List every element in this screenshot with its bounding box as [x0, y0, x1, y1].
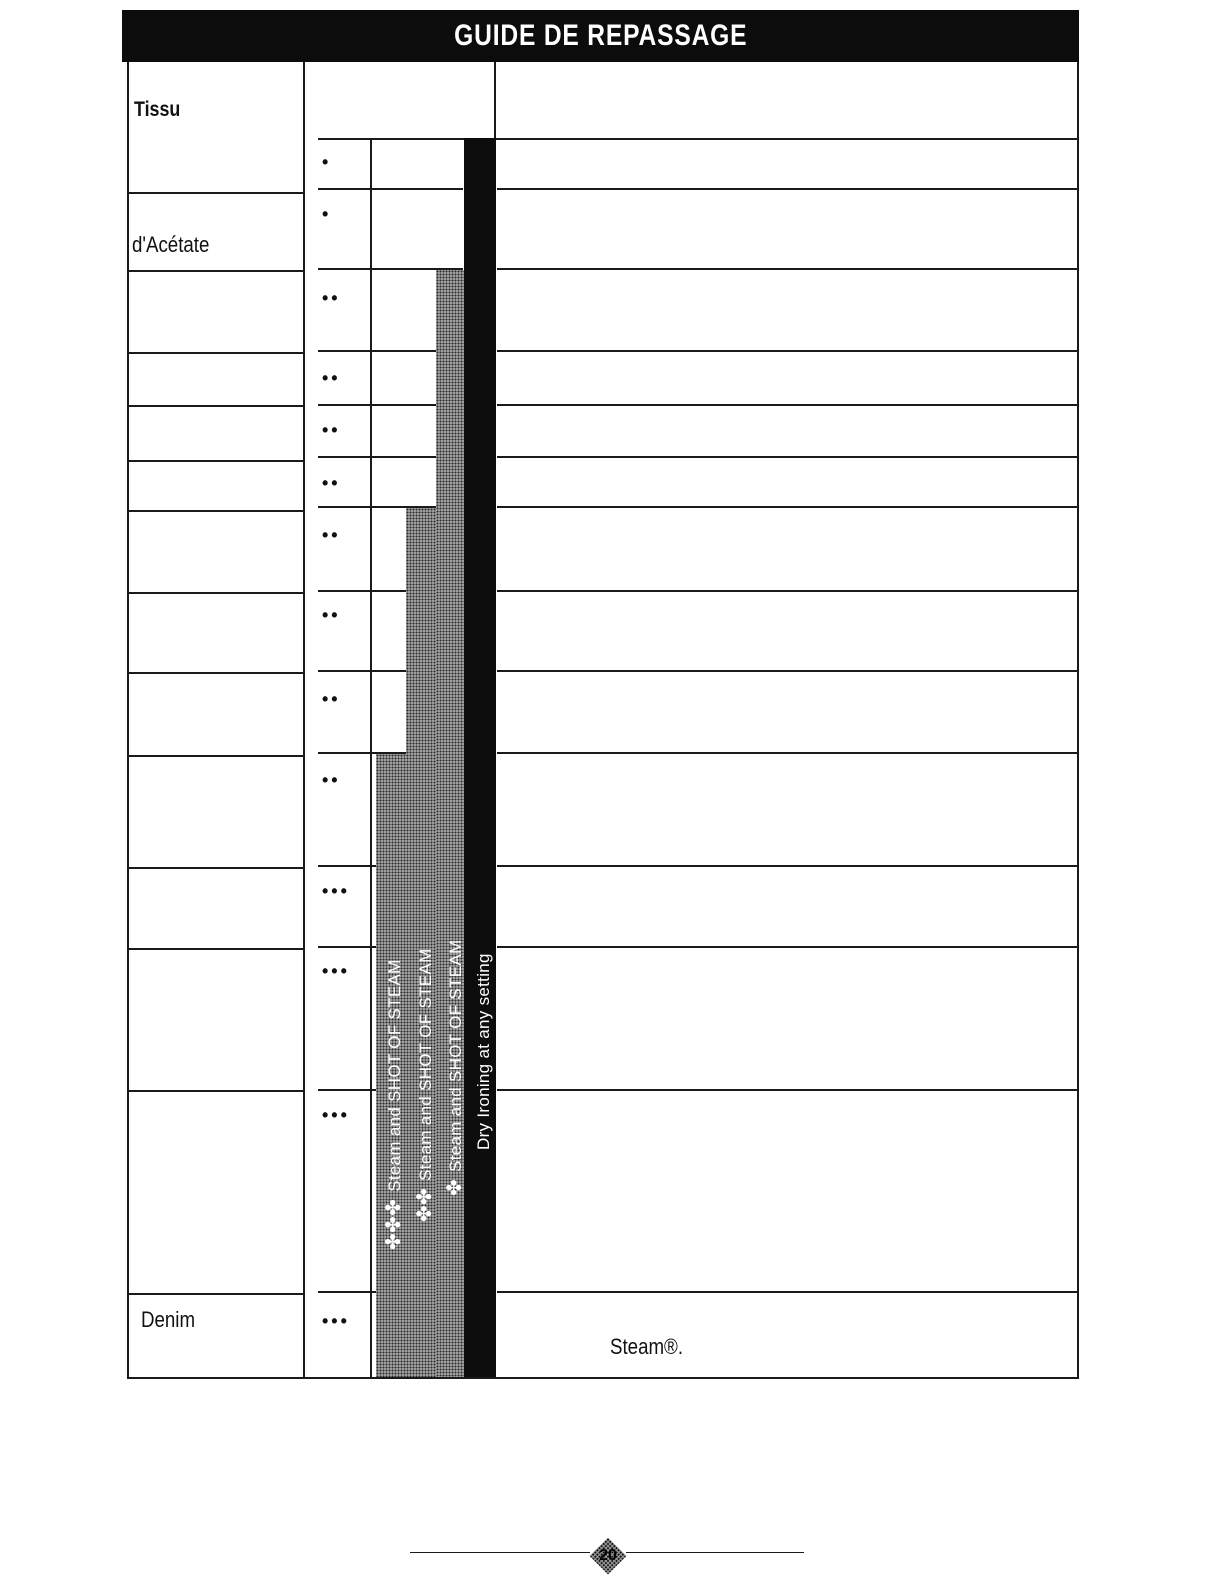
heat-setting-dots: • [322, 152, 332, 172]
denim-note: Steam®. [610, 1334, 684, 1359]
dots-column-line [370, 140, 372, 1377]
heat-setting-dots: •• [322, 770, 341, 790]
row-divider [127, 867, 303, 869]
steam-symbol-icon: ✤✤✤ [383, 1198, 405, 1250]
setting-band-2-shading [406, 508, 436, 1377]
table-left-border [127, 62, 129, 1379]
dots-divider [318, 404, 436, 406]
page-number-badge [590, 1538, 626, 1574]
dots-divider [318, 1089, 376, 1091]
setting-band-dry-shading [464, 138, 496, 1377]
dots-divider [318, 350, 436, 352]
fabric-label: d'Acétate [132, 232, 210, 257]
row-divider [127, 755, 303, 757]
heat-setting-dots: •• [322, 605, 341, 625]
row-divider [497, 670, 1079, 672]
page-number: 20 [599, 1547, 617, 1564]
setting-band-text: Steam and SHOT OF STEAM [385, 959, 404, 1192]
setting-band-label-4 [474, 953, 494, 1150]
row-divider [497, 188, 1079, 190]
row-divider [497, 590, 1079, 592]
row-divider [497, 404, 1079, 406]
dots-divider [318, 1291, 376, 1293]
page-title: GUIDE DE REPASSAGE [453, 19, 748, 52]
row-divider [497, 865, 1079, 867]
row-divider [127, 352, 303, 354]
row-divider [127, 592, 303, 594]
row-divider [127, 1293, 303, 1295]
setting-band-text: Steam and SHOT OF STEAM [416, 948, 435, 1181]
heat-setting-dots: •• [322, 288, 341, 308]
setting-band-label-1 [381, 959, 406, 1250]
heat-setting-dots: ••• [322, 1105, 350, 1125]
row-divider [497, 456, 1079, 458]
heat-setting-dots: •• [322, 368, 341, 388]
heat-setting-dots: •• [322, 525, 341, 545]
row-divider [127, 192, 303, 194]
dots-divider [318, 590, 406, 592]
steam-symbol-icon: ✤✤ [414, 1187, 436, 1222]
column-divider-header [494, 62, 496, 140]
setting-band-1-shading [436, 270, 464, 1377]
row-divider [497, 752, 1079, 754]
dots-divider [318, 188, 463, 190]
row-divider [497, 268, 1079, 270]
steam-symbol-icon: ✤ [444, 1178, 466, 1196]
header-bottom-line [318, 138, 1078, 140]
row-divider [497, 350, 1079, 352]
heat-setting-dots: ••• [322, 961, 350, 981]
dots-divider [318, 670, 406, 672]
row-divider [127, 672, 303, 674]
dots-divider [318, 946, 376, 948]
title-bar [122, 10, 1079, 62]
table-right-border [1077, 62, 1079, 1379]
setting-band-label-3 [442, 940, 467, 1196]
heat-setting-dots: •• [322, 473, 341, 493]
heat-setting-dots: ••• [322, 1311, 350, 1331]
row-divider [497, 946, 1079, 948]
row-divider [127, 405, 303, 407]
setting-band-text: Dry Ironing at any setting [474, 953, 493, 1150]
row-divider [127, 1090, 303, 1092]
dots-divider [318, 456, 436, 458]
fabric-label: Denim [141, 1307, 196, 1332]
row-divider [497, 1089, 1079, 1091]
heat-setting-dots: • [322, 204, 332, 224]
row-divider [497, 506, 1079, 508]
setting-band-text: Steam and SHOT OF STEAM [446, 939, 465, 1172]
footer-rule-right [626, 1552, 804, 1553]
row-divider [127, 270, 303, 272]
heat-setting-dots: ••• [322, 881, 350, 901]
row-divider [497, 1291, 1079, 1293]
row-divider [127, 510, 303, 512]
row-divider [127, 948, 303, 950]
heat-setting-dots: •• [322, 689, 341, 709]
setting-band-label-2 [412, 948, 437, 1222]
column-divider-fabric [303, 62, 305, 1379]
footer-rule-left [410, 1552, 590, 1553]
dots-divider [318, 865, 376, 867]
fabric-column-header: Tissu [134, 98, 181, 121]
table-bottom-border [127, 1377, 1079, 1379]
heat-setting-dots: •• [322, 420, 341, 440]
row-divider [127, 460, 303, 462]
